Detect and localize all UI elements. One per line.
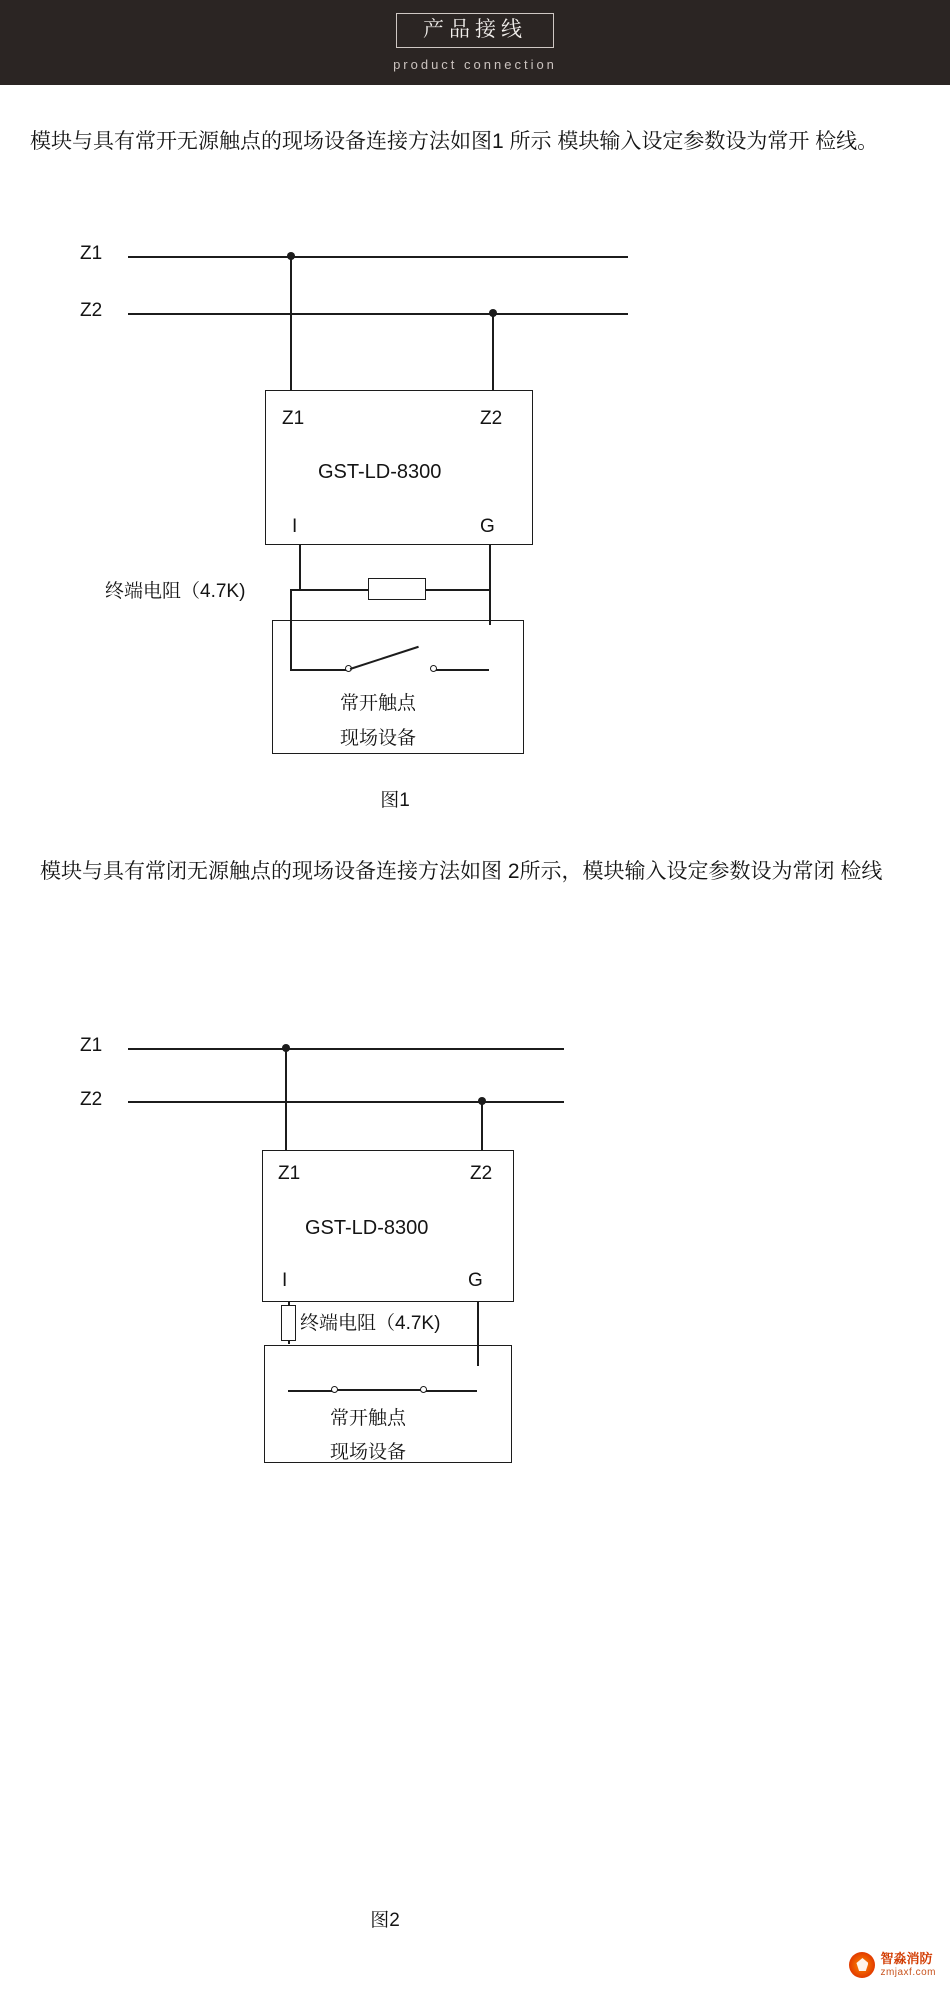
terminal-resistor: [281, 1305, 296, 1341]
bus-line-z2: [128, 1101, 564, 1103]
bus-label-z2: Z2: [80, 300, 103, 321]
drop-line-z2: [481, 1101, 483, 1150]
watermark: [849, 1952, 936, 1978]
bus-line-z1: [128, 1048, 564, 1050]
module-terminal-i: I: [282, 1270, 288, 1291]
header-title: 产品接线: [396, 13, 554, 48]
device-name-label: 现场设备: [340, 728, 417, 749]
bus-label-z2: Z2: [80, 1089, 103, 1110]
bus-label-z1: Z1: [80, 1035, 103, 1056]
header-subtitle: product connection: [393, 57, 557, 72]
module-name: GST-LD-8300: [305, 1217, 429, 1239]
figure-1-caption: 图1: [380, 790, 410, 811]
module-terminal-z1: Z1: [278, 1163, 301, 1184]
paragraph-2: 模块与具有常闭无源触点的现场设备连接方法如图 2所示，模块输入设定参数设为常闭 检线: [40, 860, 883, 883]
drop-line-z1: [285, 1048, 287, 1150]
junction-dot-z2: [478, 1097, 486, 1105]
module-terminal-i: I: [292, 516, 298, 537]
module-terminal-z2: Z2: [470, 1163, 493, 1184]
paragraph-1: 模块与具有常开无源触点的现场设备连接方法如图1 所示 模块输入设定参数设为常开 检线。: [30, 130, 879, 153]
bus-label-z1: Z1: [80, 243, 103, 264]
device-contact-label: 常开触点: [330, 1408, 407, 1429]
watermark-name: 智淼消防: [880, 1951, 933, 1967]
module-name: GST-LD-8300: [318, 461, 442, 483]
switch-line-left: [288, 1390, 334, 1392]
resistor-label: 终端电阻（4.7K): [300, 1313, 441, 1334]
device-name-label: 现场设备: [330, 1442, 407, 1463]
module-terminal-g: G: [468, 1270, 483, 1291]
module-terminal-z1: Z1: [282, 408, 305, 429]
resistor-label: 终端电阻（4.7K): [105, 581, 246, 602]
figure-2-caption: 图2: [370, 1910, 400, 1931]
module-terminal-g: G: [480, 516, 495, 537]
device-contact-label: 常开触点: [340, 693, 417, 714]
junction-dot-z1: [282, 1044, 290, 1052]
switch-bridge: [334, 1389, 426, 1391]
switch-node-right: [420, 1386, 427, 1393]
flame-logo-icon: [849, 1952, 875, 1978]
watermark-site: zmjaxf.com: [880, 1966, 936, 1978]
switch-line-right: [424, 1390, 477, 1392]
module-terminal-z2: Z2: [480, 408, 503, 429]
switch-node-left: [331, 1386, 338, 1393]
